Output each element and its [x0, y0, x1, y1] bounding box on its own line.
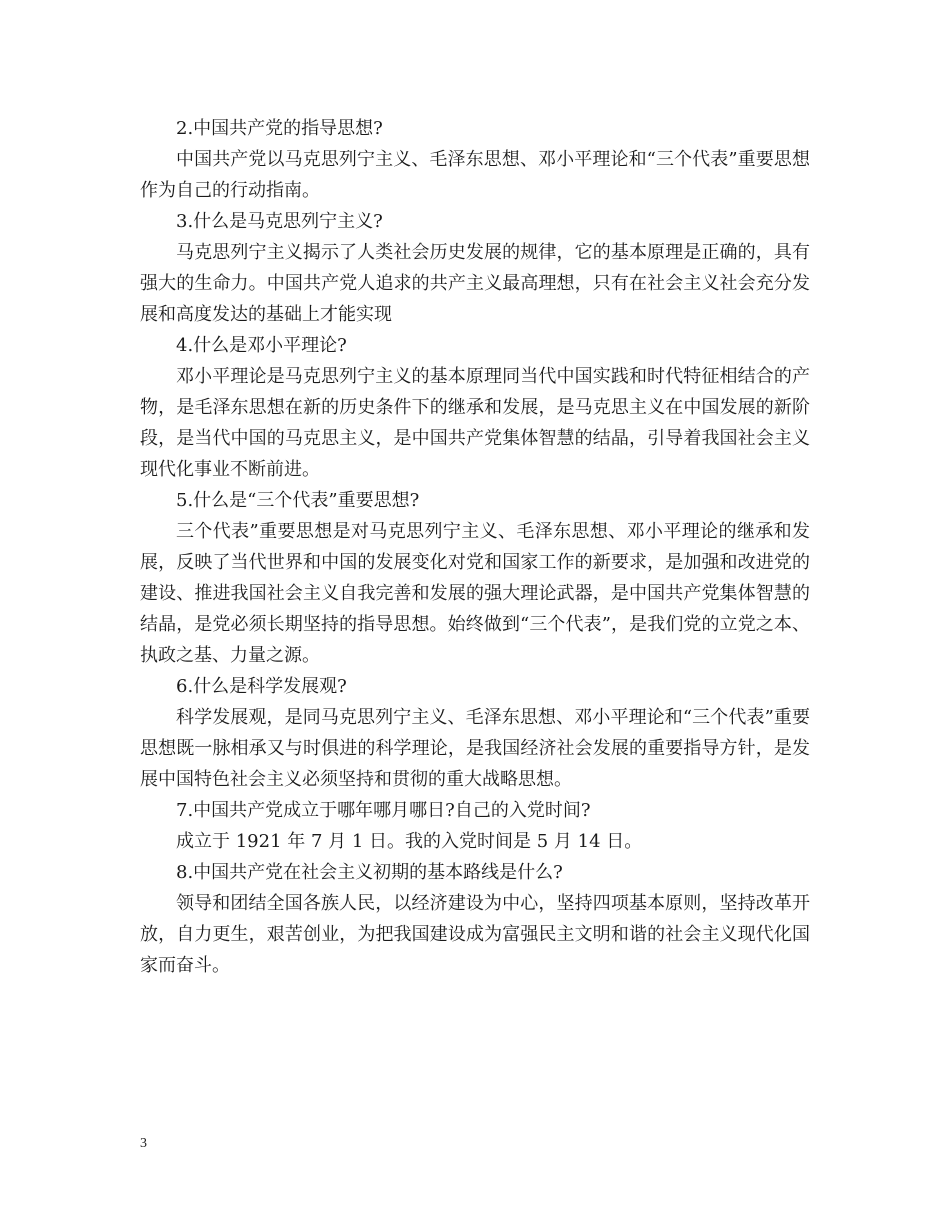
question: 6.什么是科学发展观?: [176, 676, 347, 697]
question: 5.什么是“三个代表”重要思想?: [176, 490, 420, 511]
page-number: 3: [140, 1136, 147, 1151]
answer: 马克思列宁主义揭示了人类社会历史发展的规律，它的基本原理是正确的，具有强大的生命力。中国共产党人追求的共产主义最高理想，只有在社会主义社会充分发展和高度发达的基础上才能实现: [140, 242, 810, 325]
answer: 邓小平理论是马克思列宁主义的基本原理同当代中国实践和时代特征相结合的产物，是毛泽东思想在新的历史条件下的继承和发展，是马克思主义在中国发展的新阶段，是当代中国的马克思主义，是中国共产党集体智慧的结晶，引导着我国社会主义现代化事业不断前进。: [140, 366, 810, 480]
answer: 成立于 1921 年 7 月 1 日。我的入党时间是 5 月 14 日。: [176, 831, 643, 852]
answer: 三个代表”重要思想是对马克思列宁主义、毛泽东思想、邓小平理论的继承和发展，反映了当代世界和中国的发展变化对党和国家工作的新要求，是加强和改进党的建设、推进我国社会主义自我完善和发展的强大理论武器，是中国共产党集体智慧的结晶，是党必须长期坚持的指导思想。始终做到“三个代表”，是我们党的立党之本、执政之基、力量之源。: [140, 521, 810, 666]
question: 2.中国共产党的指导思想?: [176, 118, 383, 139]
qa-item: [140, 206, 810, 330]
qa-item: [140, 857, 810, 981]
question: 4.什么是邓小平理论?: [176, 335, 347, 356]
qa-item: [140, 485, 810, 671]
answer: 领导和团结全国各族人民，以经济建设为中心，坚持四项基本原则，坚持改革开放，自力更生，艰苦创业，为把我国建设成为富强民主文明和谐的社会主义现代化国家而奋斗。: [140, 893, 810, 976]
qa-item: [140, 113, 810, 206]
question: 7.中国共产党成立于哪年哪月哪日?自己的入党时间?: [176, 800, 591, 821]
qa-item: [140, 795, 810, 857]
document-body: [140, 113, 810, 981]
qa-item: [140, 330, 810, 485]
qa-item: [140, 671, 810, 795]
answer: 科学发展观，是同马克思列宁主义、毛泽东思想、邓小平理论和“三个代表”重要思想既一脉相承又与时俱进的科学理论，是我国经济社会发展的重要指导方针，是发展中国特色社会主义必须坚持和贯彻的重大战略思想。: [140, 707, 810, 790]
answer: 中国共产党以马克思列宁主义、毛泽东思想、邓小平理论和“三个代表”重要思想作为自己的行动指南。: [140, 149, 810, 201]
question: 3.什么是马克思列宁主义?: [176, 211, 383, 232]
question: 8.中国共产党在社会主义初期的基本路线是什么?: [176, 862, 563, 883]
